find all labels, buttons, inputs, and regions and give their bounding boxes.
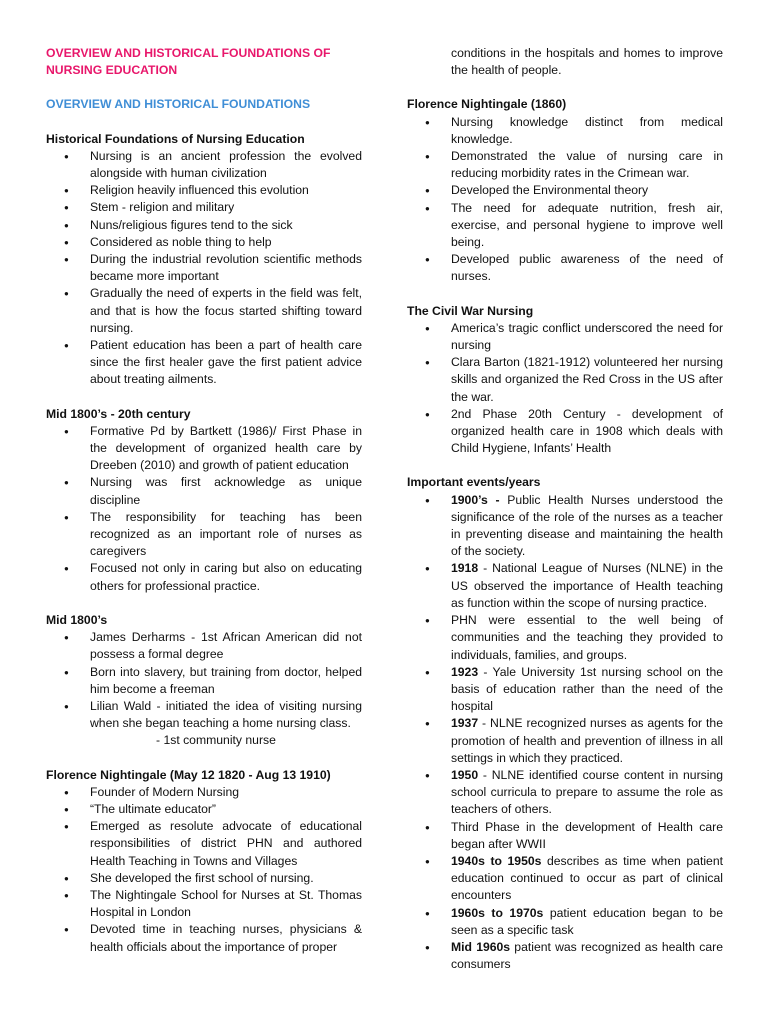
list-item: ● 2nd Phase 20th Century - development of organized health care in 1908 which deals with Child Hygiene, Infants’ Health xyxy=(407,406,723,458)
list-item: ● Developed the Environmental theory xyxy=(407,182,723,199)
list-item: ● Gradually the need of experts in the field was felt, and that is how the focus started shifting toward nursing. xyxy=(46,285,362,337)
event-item xyxy=(407,819,723,853)
list-item: ● Formative Pd by Bartkett (1986)/ First Phase in the development of organized health care by Dreeben (2010) and growth of patient education xyxy=(46,423,362,475)
event-item xyxy=(407,560,723,612)
list-item: ● America’s tragic conflict underscored the need for nursing xyxy=(407,320,723,354)
list-item-continuation: conditions in the hospitals and homes to improve the health of people. xyxy=(451,46,723,78)
event-year: 1937 xyxy=(451,716,479,731)
list-item: ● Emerged as resolute advocate of educational responsibilities of district PHN and authored Health Teaching in Towns and Villages xyxy=(46,818,362,870)
list-item: ● Patient education has been a part of health care since the first healer gave the first patient advice about treating ailments. xyxy=(46,337,362,389)
bullet-list xyxy=(407,45,723,79)
list-item: ● Nursing knowledge distinct from medical knowledge. xyxy=(407,114,723,148)
list-item: ● Nursing was first acknowledge as unique discipline xyxy=(46,474,362,508)
list-item: ● Nursing is an ancient profession the evolved alongside with human civilization xyxy=(46,148,362,182)
list-item: ● The responsibility for teaching has been recognized as an important role of nurses as caregivers xyxy=(46,509,362,561)
bullet-list xyxy=(46,784,362,956)
list-item: ● Clara Barton (1821-1912) volunteered her nursing skills and organized the Red Cross in the US after the war. xyxy=(407,354,723,406)
list-item: ● James Derharms - 1st African American did not possess a formal degree xyxy=(46,629,362,663)
list-item: ● Founder of Modern Nursing xyxy=(46,784,362,801)
bullet-list xyxy=(46,629,362,749)
section-heading: Historical Foundations of Nursing Education xyxy=(46,131,305,146)
event-text: - NLNE recognized nurses as agents for the promotion of health and prevention of illness in all settings in which they practiced. xyxy=(451,716,723,765)
event-item xyxy=(407,853,723,905)
event-item xyxy=(407,612,723,664)
section-heading: Florence Nightingale (1860) xyxy=(407,97,567,112)
event-text: - Yale University 1st nursing school on the basis of education rather than the need of the hospital xyxy=(451,664,723,714)
list-item: ● “The ultimate educator” xyxy=(46,801,362,818)
event-item xyxy=(407,767,723,819)
event-text: PHN were essential to the well being of communities and the teaching they provided to individuals, families, and groups. xyxy=(451,613,723,662)
event-year: 1918 xyxy=(451,561,479,576)
left-column xyxy=(46,45,362,956)
event-item xyxy=(407,905,723,939)
bullet-list xyxy=(46,148,362,389)
list-item: ● Born into slavery, but training from doctor, helped him become a freeman xyxy=(46,664,362,698)
bullet-list xyxy=(46,423,362,595)
section-heading: Important events/years xyxy=(407,475,541,490)
section-heading: Florence Nightingale (May 12 1820 - Aug 13 1910) xyxy=(46,767,331,782)
list-item: ● The need for adequate nutrition, fresh air, exercise, and personal hygiene to improve well being. xyxy=(407,200,723,252)
event-year: 1940s to 1950s xyxy=(451,853,542,868)
list-item-continuation: - 1st community nurse xyxy=(156,733,276,748)
section-heading: Mid 1800’s - 20th century xyxy=(46,406,191,421)
event-text: patient was recognized as health care consumers xyxy=(451,939,723,972)
list-item: ● Lilian Wald - initiated the idea of visiting nursing when she began teaching a home nursing class. xyxy=(46,698,362,732)
event-text: Third Phase in the development of Health care began after WWII xyxy=(451,819,723,851)
section-heading: The Civil War Nursing xyxy=(407,303,534,318)
event-text: describes as time when patient education continued to occur as part of clinical encounters xyxy=(451,853,723,903)
list-item: ● Demonstrated the value of nursing care in reducing morbidity rates in the Crimean war. xyxy=(407,148,723,182)
event-item xyxy=(407,715,723,767)
event-year: 1923 xyxy=(451,664,479,679)
event-year: Mid 1960s xyxy=(451,939,511,954)
list-item: ● Devoted time in teaching nurses, physicians & health officials about the importance of proper xyxy=(46,921,362,955)
bullet-list xyxy=(407,114,723,286)
list-item: ● The Nightingale School for Nurses at St. Thomas Hospital in London xyxy=(46,887,362,921)
event-text: patient education began to be seen as a specific task xyxy=(451,905,723,937)
event-item xyxy=(407,664,723,716)
event-list xyxy=(407,492,723,974)
right-column xyxy=(407,45,723,973)
document-title: OVERVIEW AND HISTORICAL FOUNDATIONS OF NURSING EDUCATION xyxy=(46,46,331,78)
list-item: ● Religion heavily influenced this evolution xyxy=(46,182,362,199)
event-text: - NLNE identified course content in nursing school curricula to prepare to assume the role as teachers of others. xyxy=(451,767,723,817)
list-item: ● She developed the first school of nursing. xyxy=(46,870,362,887)
list-item: ● Stem - religion and military xyxy=(46,199,362,216)
list-item: ● Nuns/religious figures tend to the sick xyxy=(46,217,362,234)
event-text: - National League of Nurses (NLNE) in the US observed the importance of Health teaching as function within the scope of nursing practice. xyxy=(451,561,723,610)
event-year: 1950 xyxy=(451,767,479,782)
event-text: Public Health Nurses understood the significance of the role of the nurses as a teacher in preventing disease and maintaining the health of the society. xyxy=(451,492,724,559)
list-item: ● During the industrial revolution scientific methods became more important xyxy=(46,251,362,285)
bullet-list xyxy=(407,320,723,458)
event-year: 1900’s - xyxy=(451,492,508,507)
list-item: ● Focused not only in caring but also on educating others for professional practice. xyxy=(46,560,362,594)
list-item: ● Considered as noble thing to help xyxy=(46,234,362,251)
section-heading: Mid 1800’s xyxy=(46,612,108,627)
section-subtitle: OVERVIEW AND HISTORICAL FOUNDATIONS xyxy=(46,97,311,112)
event-item xyxy=(407,939,723,973)
list-item: ● Developed public awareness of the need of nurses. xyxy=(407,251,723,285)
event-year: 1960s to 1970s xyxy=(451,905,544,920)
event-item xyxy=(407,492,723,561)
